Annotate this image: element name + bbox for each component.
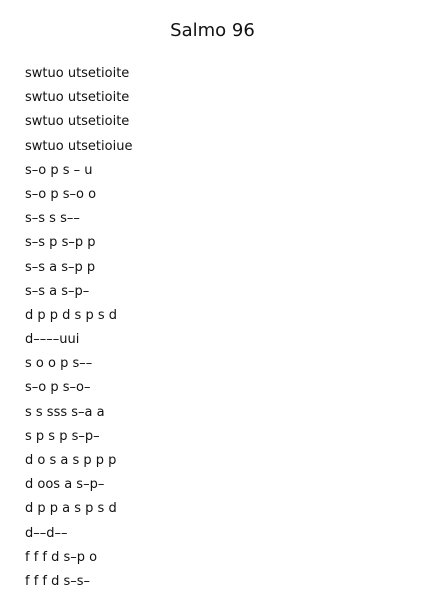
notation-line: s–s p s–p p xyxy=(25,235,96,251)
notation-line: d p p a s p s d xyxy=(25,501,117,517)
notation-line: d o s a s p p p xyxy=(25,453,117,468)
notation-line: s–o p s–o– xyxy=(25,380,91,396)
notation-line: s–s s s–– xyxy=(25,211,80,227)
notation-line: swtuo utsetioite xyxy=(25,66,130,81)
notation-line: s–s a s–p p xyxy=(25,259,96,275)
notation-line: f f f d s–p o xyxy=(25,549,98,565)
notation-lines xyxy=(25,65,132,597)
notation-line: s o o p s–– xyxy=(25,356,93,372)
notation-line: d––––uui xyxy=(25,332,80,348)
notation-line: d––d–– xyxy=(25,525,68,541)
notation-line: swtuo utsetioite xyxy=(25,114,130,130)
notation-line: swtuo utsetioiue xyxy=(25,138,133,154)
notation-line: s s sss s–a a xyxy=(25,404,105,420)
notation-line: s p s p s–p– xyxy=(25,428,100,444)
notation-line: s–o p s – u xyxy=(25,162,93,178)
notation-line: d p p d s p s d xyxy=(25,307,117,323)
notation-line: d oos a s–p– xyxy=(25,477,105,493)
page-title: Salmo 96 xyxy=(170,20,255,41)
notation-line: s–o p s–o o xyxy=(25,186,97,202)
notation-line: s–s a s–p– xyxy=(25,283,90,299)
notation-line: swtuo utsetioite xyxy=(25,90,130,106)
notation-line: f f f d s–s– xyxy=(25,573,91,589)
